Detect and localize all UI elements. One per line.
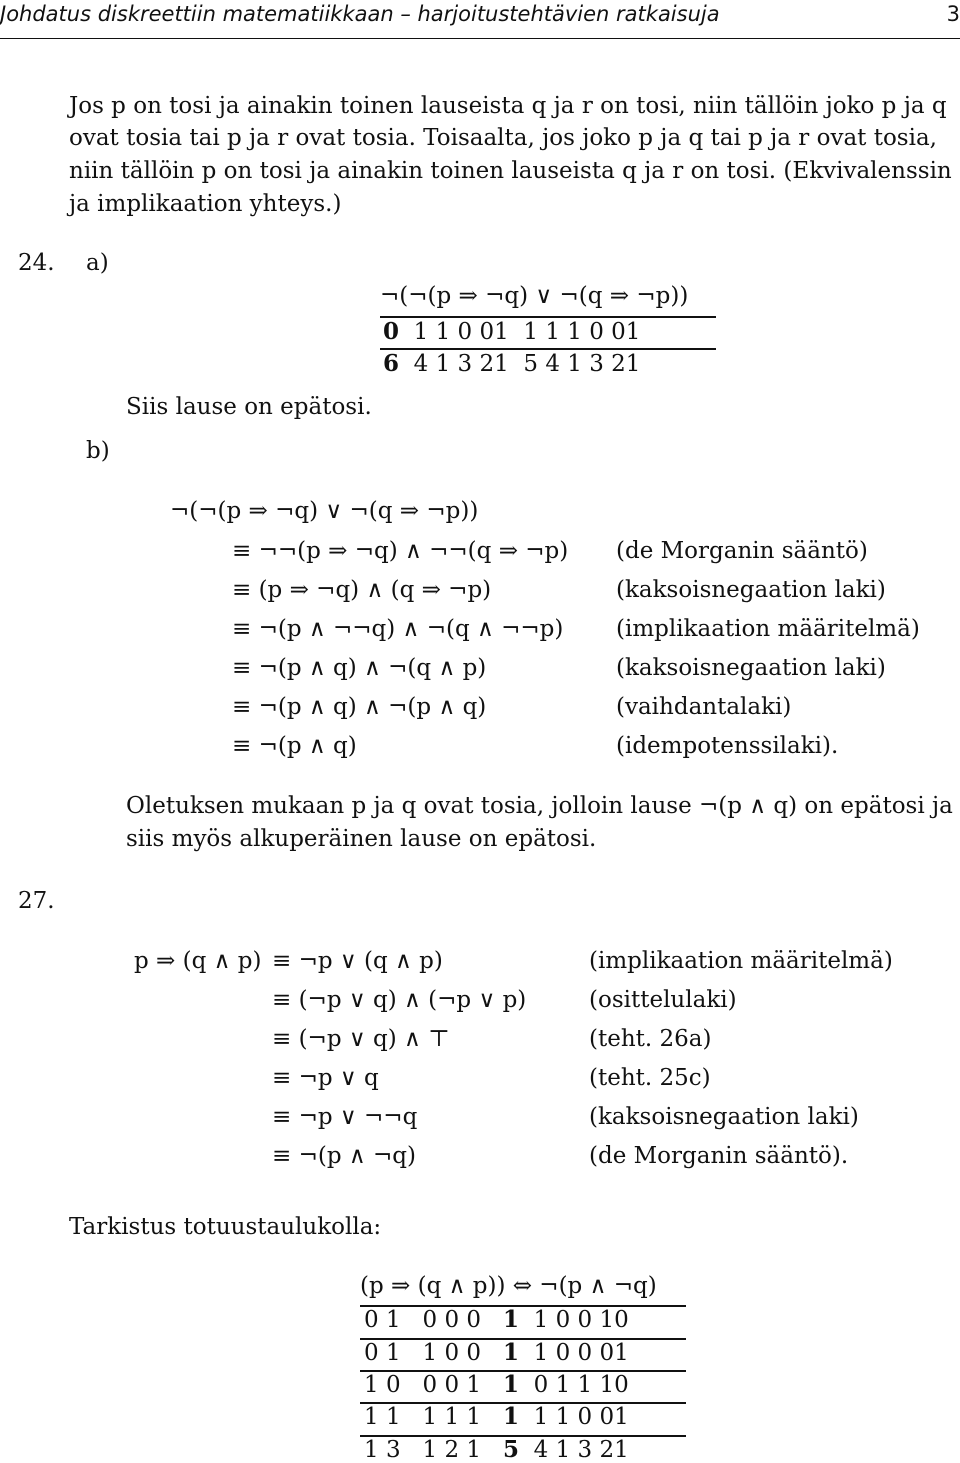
intro-line-1: Jos p on tosi ja ainakin toinen lauseista q ja r on tosi, niin tällöin joko p ja q bbox=[69, 93, 947, 119]
ex24-truth-left: 1 1 0 01 bbox=[413, 319, 509, 345]
ex24-step-5-reason: (vaihdantalaki) bbox=[616, 694, 792, 720]
table-row: 0 1 0 0 0 1 1 0 0 10 bbox=[364, 1306, 629, 1333]
ex24-truth-formula: ¬(¬(p ⇒ ¬q) ∨ ¬(q ⇒ ¬p)) bbox=[380, 283, 689, 309]
running-header-title: Johdatus diskreettiin matematiikkaan – harjoitustehtävien ratkaisuja bbox=[0, 2, 720, 26]
intro-line-2: ovat tosia tai p ja r ovat tosia. Toisaalta, jos joko p ja q tai p ja r ovat tosia, bbox=[69, 125, 937, 151]
ex27-step-3-reason: (teht. 26a) bbox=[589, 1026, 712, 1052]
ex27-table-header: (p ⇒ (q ∧ p)) ⇔ ¬(p ∧ ¬q) bbox=[360, 1273, 657, 1299]
ex27-step-4-expr: ≡ ¬p ∨ q bbox=[272, 1065, 379, 1091]
table-row: 0 1 1 0 0 1 1 0 0 01 bbox=[364, 1339, 629, 1366]
ex24-step-3-expr: ≡ ¬(p ∧ ¬¬q) ∧ ¬(q ∧ ¬¬p) bbox=[232, 616, 564, 642]
ex27-step-4-reason: (teht. 25c) bbox=[589, 1065, 711, 1091]
ex24-truth-main: 0 bbox=[383, 318, 400, 345]
ex24-step-3-reason: (implikaation määritelmä) bbox=[616, 616, 920, 642]
ex24-b-conclusion-line-2: siis myös alkuperäinen lause on epätosi. bbox=[126, 826, 597, 852]
exercise-24-number: 24. bbox=[18, 250, 55, 276]
ex27-step-2-reason: (osittelulaki) bbox=[589, 987, 737, 1013]
intro-line-4: ja implikaation yhteys.) bbox=[69, 191, 342, 217]
ex24-order-right: 5 4 1 3 21 bbox=[523, 351, 641, 377]
ex27-step-5-reason: (kaksoisnegaation laki) bbox=[589, 1104, 859, 1130]
ex24-step-4-expr: ≡ ¬(p ∧ q) ∧ ¬(q ∧ p) bbox=[232, 655, 487, 681]
ex24-step-2-reason: (kaksoisnegaation laki) bbox=[616, 577, 886, 603]
ex27-step-3-expr: ≡ (¬p ∨ q) ∧ ⊤ bbox=[272, 1026, 450, 1052]
page-number: 3 bbox=[946, 2, 960, 26]
ex24-step-1-expr: ≡ ¬¬(p ⇒ ¬q) ∧ ¬¬(q ⇒ ¬p) bbox=[232, 538, 569, 564]
ex24-step-1-reason: (de Morganin sääntö) bbox=[616, 538, 868, 564]
ex27-step-1-expr: ≡ ¬p ∨ (q ∧ p) bbox=[272, 948, 443, 974]
exercise-27-number: 27. bbox=[18, 888, 55, 914]
intro-line-3: niin tällöin p on tosi ja ainakin toinen lauseista q ja r on tosi. (Ekvivalenssin bbox=[69, 158, 952, 184]
ex27-order-row: 1 3 1 2 1 5 4 1 3 21 bbox=[364, 1436, 629, 1463]
ex24-step-4-reason: (kaksoisnegaation laki) bbox=[616, 655, 886, 681]
table-row: 1 1 1 1 1 1 1 1 0 01 bbox=[364, 1403, 629, 1430]
exercise-24-b-label: b) bbox=[86, 438, 110, 464]
ex27-check-label: Tarkistus totuustaulukolla: bbox=[69, 1214, 382, 1240]
header-rule bbox=[0, 38, 960, 39]
ex24-truth-row bbox=[383, 318, 640, 345]
ex24-order-row bbox=[383, 350, 640, 377]
ex24-order-left: 4 1 3 21 bbox=[413, 351, 509, 377]
ex27-step-1-reason: (implikaation määritelmä) bbox=[589, 948, 893, 974]
ex24-step-5-expr: ≡ ¬(p ∧ q) ∧ ¬(p ∧ q) bbox=[232, 694, 487, 720]
ex24-step-2-expr: ≡ (p ⇒ ¬q) ∧ (q ⇒ ¬p) bbox=[232, 577, 492, 603]
table-row: 1 0 0 0 1 1 0 1 1 10 bbox=[364, 1371, 629, 1398]
ex27-step-6-expr: ≡ ¬(p ∧ ¬q) bbox=[272, 1143, 416, 1169]
ex27-lhs: p ⇒ (q ∧ p) bbox=[134, 948, 262, 974]
ex24-truth-right: 1 1 1 0 01 bbox=[523, 319, 641, 345]
exercise-24-a-label: a) bbox=[86, 250, 109, 276]
ex24-order-main: 6 bbox=[383, 350, 400, 377]
ex27-step-6-reason: (de Morganin sääntö). bbox=[589, 1143, 849, 1169]
ex24-a-conclusion: Siis lause on epätosi. bbox=[126, 394, 372, 420]
ex24-step-6-expr: ≡ ¬(p ∧ q) bbox=[232, 733, 357, 759]
ex27-step-5-expr: ≡ ¬p ∨ ¬¬q bbox=[272, 1104, 418, 1130]
ex24-step-6-reason: (idempotenssilaki). bbox=[616, 733, 839, 759]
ex24-b-conclusion-line-1: Oletuksen mukaan p ja q ovat tosia, jolloin lause ¬(p ∧ q) on epätosi ja bbox=[126, 793, 953, 819]
ex27-step-2-expr: ≡ (¬p ∨ q) ∧ (¬p ∨ p) bbox=[272, 987, 527, 1013]
ex24-derivation-start: ¬(¬(p ⇒ ¬q) ∨ ¬(q ⇒ ¬p)) bbox=[170, 498, 479, 524]
